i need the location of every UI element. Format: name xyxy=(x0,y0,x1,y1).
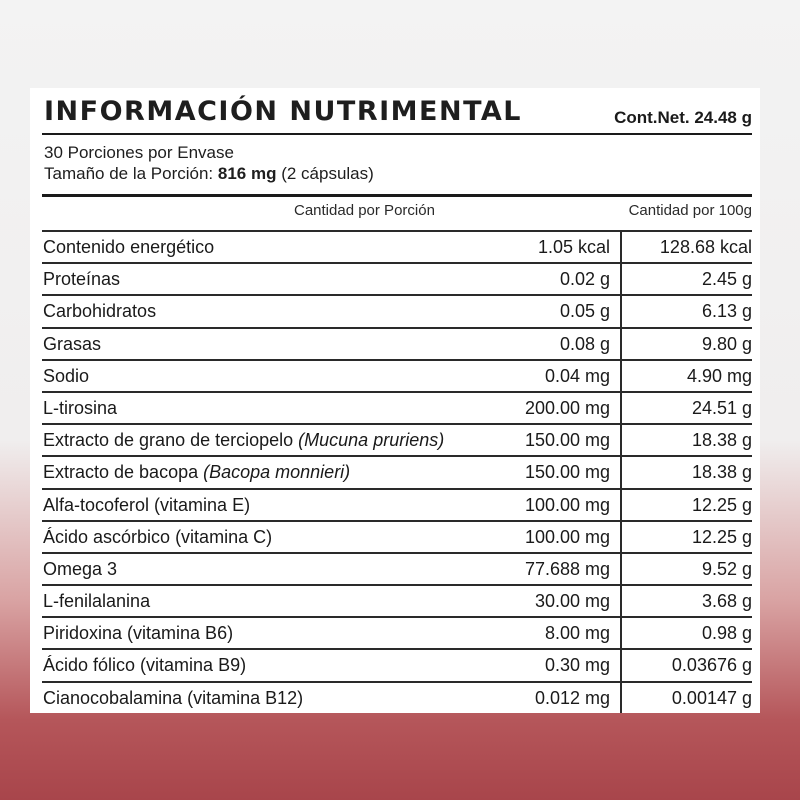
nutrient-name xyxy=(43,334,101,355)
table-row xyxy=(42,294,752,326)
amount-per-serving: 0.08 g xyxy=(559,333,610,354)
table-row xyxy=(42,488,752,520)
nutrient-latin-name: (Bacopa monnieri) xyxy=(203,462,351,483)
amount-per-100g: 0.98 g xyxy=(701,623,752,644)
nutrient-name xyxy=(43,559,117,580)
amount-per-serving: 100.00 mg xyxy=(524,526,610,547)
amount-per-serving: 8.00 mg xyxy=(544,623,610,644)
nutrient-label: L-fenilalanina xyxy=(43,591,151,612)
label-title: INFORMACIÓN NUTRIMENTAL xyxy=(44,96,523,127)
amount-per-100g: 2.45 g xyxy=(701,269,752,290)
table-row xyxy=(42,359,752,391)
nutrient-label: Carbohidratos xyxy=(43,301,157,322)
table-row xyxy=(42,262,752,294)
amount-per-100g: 18.38 g xyxy=(691,462,752,483)
amount-per-100g: 12.25 g xyxy=(691,526,752,547)
nutrient-name xyxy=(43,366,89,387)
amount-per-100g: 0.03676 g xyxy=(671,655,752,676)
amount-per-100g: 128.68 kcal xyxy=(659,237,752,257)
amount-per-serving: 150.00 mg xyxy=(524,462,610,483)
column-divider xyxy=(620,230,622,713)
nutrient-name xyxy=(43,430,444,451)
table-row xyxy=(42,423,752,455)
table-row xyxy=(42,552,752,584)
table-row xyxy=(42,584,752,616)
nutrient-label: Omega 3 xyxy=(43,558,118,579)
column-header-per-serving: Cantidad por Porción xyxy=(294,202,435,219)
table-row xyxy=(42,648,752,680)
nutrition-facts-panel xyxy=(30,88,760,713)
amount-per-100g: 12.25 g xyxy=(691,494,752,515)
amount-per-100g: 24.51 g xyxy=(691,397,752,418)
nutrient-name xyxy=(43,527,272,548)
column-header-per-100g: Cantidad por 100g xyxy=(628,202,752,219)
amount-per-serving: 30.00 mg xyxy=(534,591,610,612)
nutrient-label: Cianocobalamina (vitamina B12) xyxy=(43,687,304,708)
table-row xyxy=(42,230,752,262)
nutrient-latin-name: (Mucuna pruriens) xyxy=(298,430,445,451)
amount-per-100g: 6.13 g xyxy=(701,301,752,322)
nutrient-label: Ácido ascórbico (vitamina C) xyxy=(43,526,273,547)
amount-per-100g: 9.80 g xyxy=(701,333,752,354)
amount-per-100g: 3.68 g xyxy=(701,591,752,612)
nutrient-label: Proteínas xyxy=(43,269,121,290)
amount-per-serving: 100.00 mg xyxy=(524,494,610,515)
table-row xyxy=(42,455,752,487)
nutrient-name xyxy=(43,269,120,290)
amount-per-100g: 0.00147 g xyxy=(671,687,752,708)
serving-info xyxy=(44,142,374,184)
amount-per-100g: 9.52 g xyxy=(701,558,752,579)
amount-per-serving: 150.00 mg xyxy=(524,430,610,451)
nutrient-name xyxy=(43,237,214,258)
nutrient-label: Grasas xyxy=(43,333,102,354)
table-row xyxy=(42,616,752,648)
table-row xyxy=(42,327,752,359)
nutrient-name xyxy=(43,591,150,612)
nutrient-label: Contenido energético xyxy=(43,237,215,257)
amount-per-serving: 0.30 mg xyxy=(544,655,610,676)
table-row xyxy=(42,391,752,423)
amount-per-100g: 4.90 mg xyxy=(686,365,752,386)
nutrient-table xyxy=(42,230,752,713)
nutrient-label: Extracto de bacopa xyxy=(43,462,204,483)
nutrient-label: Piridoxina (vitamina B6) xyxy=(43,623,234,644)
nutrient-name xyxy=(43,398,117,419)
nutrient-name xyxy=(43,462,350,483)
nutrient-label: Extracto de grano de terciopelo xyxy=(43,430,299,451)
serving-size-label: Tamaño de la Porción: xyxy=(44,164,218,183)
serving-size-value: 816 mg xyxy=(217,164,277,183)
amount-per-serving: 1.05 kcal xyxy=(537,237,610,257)
servings-per-container: 30 Porciones por Envase xyxy=(44,143,234,162)
amount-per-serving: 0.012 mg xyxy=(534,687,610,708)
nutrient-label: Ácido fólico (vitamina B9) xyxy=(43,655,247,676)
nutrient-name xyxy=(43,301,156,322)
nutrient-label: Sodio xyxy=(43,365,90,386)
nutrient-name xyxy=(43,623,233,644)
table-row xyxy=(42,520,752,552)
amount-per-serving: 200.00 mg xyxy=(524,397,610,418)
amount-per-serving: 0.04 mg xyxy=(544,365,610,386)
nutrient-name xyxy=(43,495,250,516)
nutrient-label: Alfa-tocoferol (vitamina E) xyxy=(43,494,251,515)
serving-size xyxy=(44,163,374,184)
amount-per-serving: 77.688 mg xyxy=(524,558,610,579)
amount-per-100g: 18.38 g xyxy=(691,430,752,451)
nutrient-label: L-tirosina xyxy=(43,397,118,418)
net-content: Cont.Net. 24.48 g xyxy=(614,108,752,127)
title-divider xyxy=(42,133,752,135)
amount-per-serving: 0.05 g xyxy=(559,301,610,322)
serving-size-note: (2 cápsulas) xyxy=(276,164,374,183)
nutrient-name xyxy=(43,655,246,676)
table-row xyxy=(42,681,752,713)
amount-per-serving: 0.02 g xyxy=(559,269,610,290)
header-divider xyxy=(42,194,752,197)
nutrient-name xyxy=(43,688,303,709)
